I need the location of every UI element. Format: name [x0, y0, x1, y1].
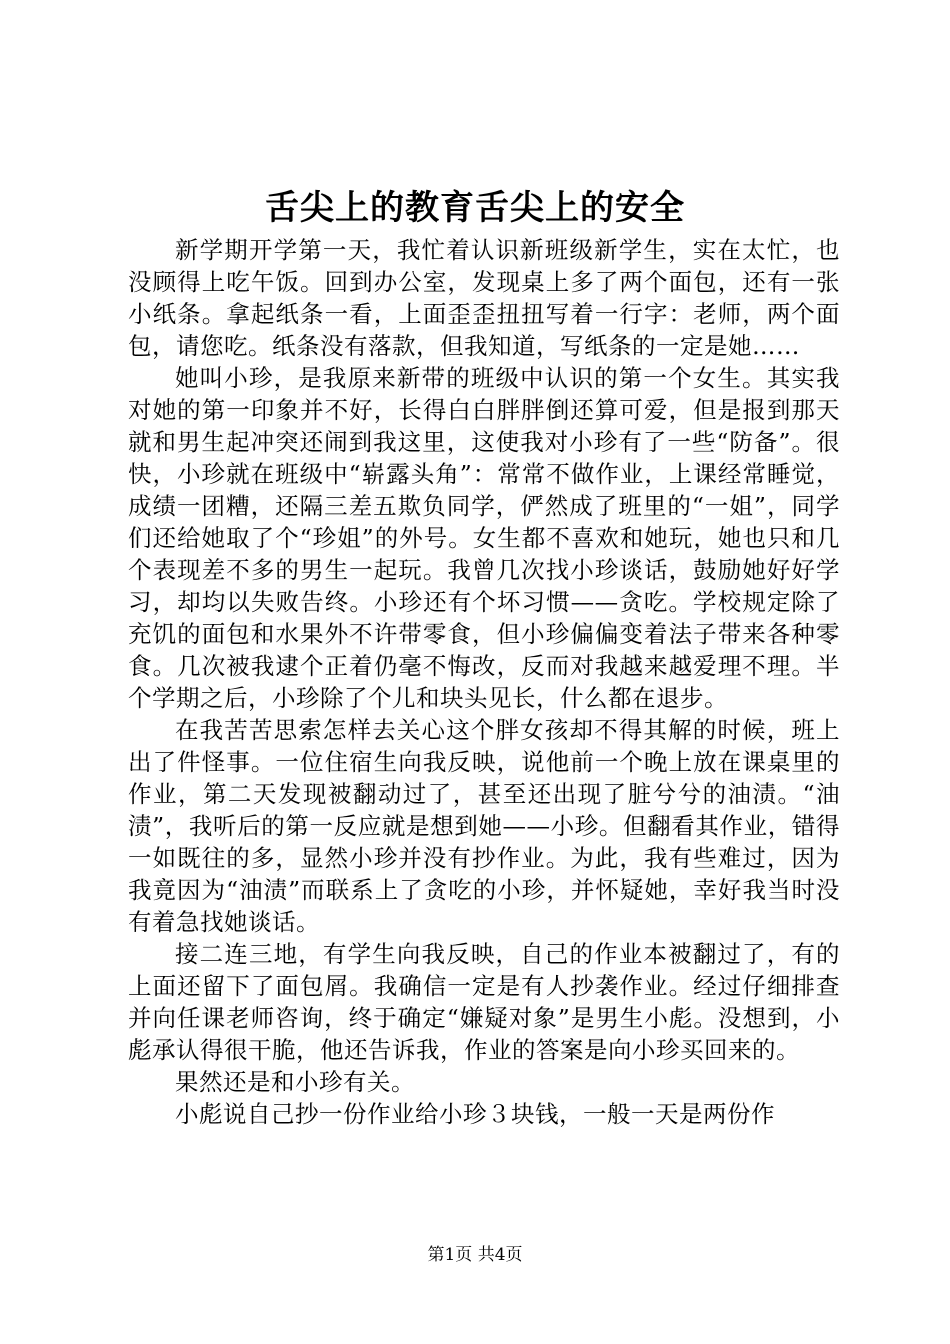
- paragraph: 小彪说自己抄一份作业给小珍３块钱，一般一天是两份作: [175, 1100, 775, 1128]
- paragraph: 在我苦苦思索怎样去关心这个胖女孩却不得其解的时候，班上出了件怪事。一位住宿生向我反映，说他前一个晚上放在课桌里的作业，第二天发现被翻动过了，甚至还出现了脏兮兮的油渍。“油渍”，我听后的第一反应就是想到她——小珍。但翻看其作业，错得一如既往的多，显然小珍并没有抄作业。为此，我有些难过，因为我竟因为“油渍”而联系上了贪吃的小珍，并怀疑她，幸好我当时没有着急找她谈话。: [128, 716, 840, 936]
- paragraph: 她叫小珍，是我原来新带的班级中认识的第一个女生。其实我对她的第一印象并不好，长得白白胖胖倒还算可爱，但是报到那天就和男生起冲突还闹到我这里，这使我对小珍有了一些“防备”。很快，小珍就在班级中“崭露头角”：常常不做作业，上课经常睡觉，成绩一团糟，还隔三差五欺负同学，俨然成了班里的“一姐”，同学们还给她取了个“珍姐”的外号。女生都不喜欢和她玩，她也只和几个表现差不多的男生一起玩。我曾几次找小珍谈话，鼓励她好好学习，却均以失败告终。小珍还有个坏习惯——贪吃。学校规定除了充饥的面包和水果外不许带零食，但小珍偏偏变着法子带来各种零食。几次被我逮个正着仍毫不悔改，反而对我越来越爱理不理。半个学期之后，小珍除了个儿和块头见长，什么都在退步。: [128, 364, 840, 712]
- page-footer: 第1页 共4页: [427, 1245, 523, 1265]
- document-body: [128, 234, 840, 1130]
- paragraph: 果然还是和小珍有关。: [175, 1068, 415, 1096]
- paragraph: 接二连三地，有学生向我反映，自己的作业本被翻过了，有的上面还留下了面包屑。我确信一定是有人抄袭作业。经过仔细排查并向任课老师咨询，终于确定“嫌疑对象”是男生小彪。没想到，小彪承认得很干脆，他还告诉我，作业的答案是向小珍买回来的。: [128, 940, 840, 1064]
- document-title: 舌尖上的教育舌尖上的安全: [265, 188, 685, 228]
- paragraph: 新学期开学第一天，我忙着认识新班级新学生，实在太忙，也没顾得上吃午饭。回到办公室，发现桌上多了两个面包，还有一张小纸条。拿起纸条一看，上面歪歪扭扭写着一行字：老师，两个面包，请您吃。纸条没有落款，但我知道，写纸条的一定是她……: [128, 236, 840, 360]
